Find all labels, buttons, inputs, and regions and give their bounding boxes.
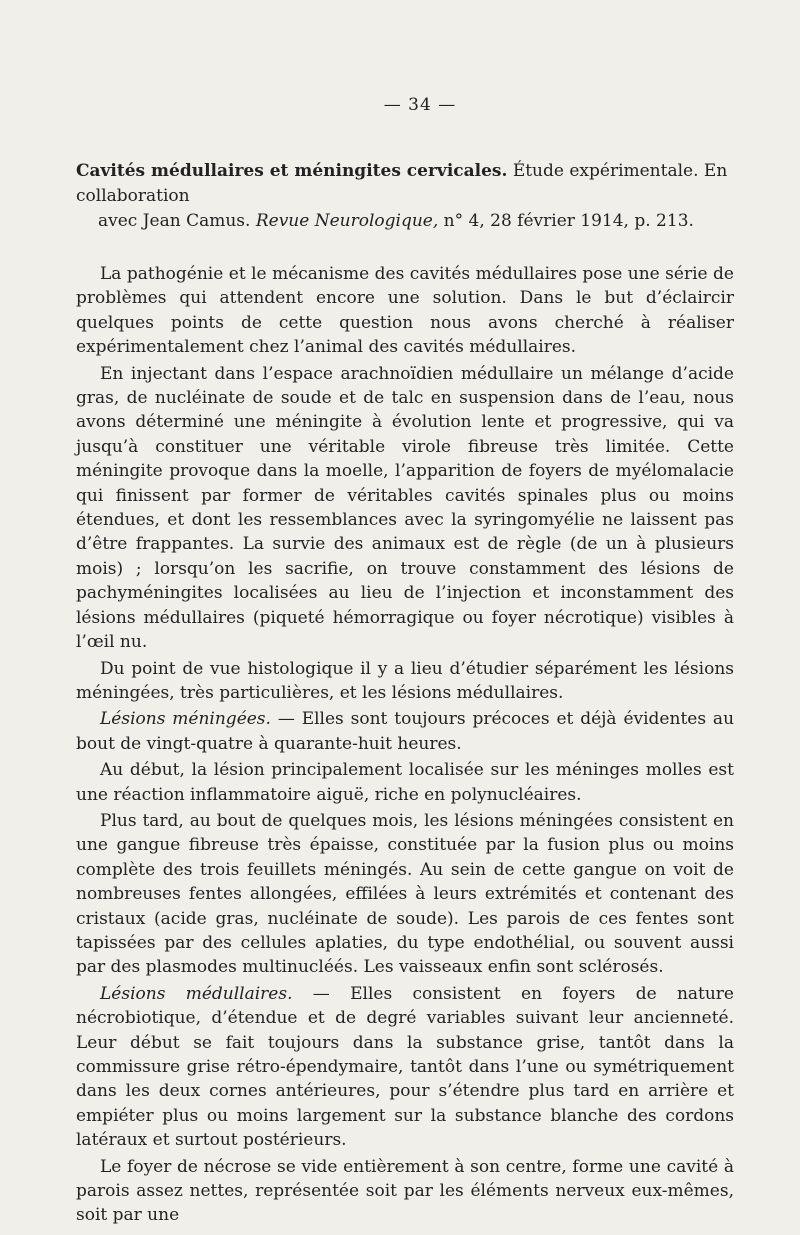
citation-details: n° 4, 28 février 1914, p. 213. (443, 211, 694, 231)
paragraph-3: Du point de vue histologique il y a lieu d’étudier séparément les lésions méningées, très particulières, et les lésions médullaires. (76, 658, 734, 703)
article-description: Étude expérimentale. En collaboration (76, 161, 728, 206)
paragraph-5: Au début, la lésion principalement localisée sur les méninges molles est une réaction inflammatoire aiguë, riche en polynucléaires. (76, 760, 734, 805)
paragraph-4-text: — Elles sont toujours précoces et déjà évidentes au bout de vingt-quatre à quarante-huit heures. (76, 709, 735, 754)
article-header (76, 159, 734, 234)
paragraph-6: Plus tard, au bout de quelques mois, les lésions méningées consistent en une gangue fibreuse très épaisse, constituée par la fusion plus ou moins complète des trois feuillets méningés. Au sein de cette gangue on voit de nombreuses fentes allongées, effilées à leurs extrémités et contenant des cristaux (acide gras, nucléinate de soude). Les parois de ces fentes sont tapissées par des cellules aplaties, du type endothélial, ou souvent aussi par des plasmodes multinucléés. Les vaisseaux enfin sont sclérosés. (76, 810, 734, 978)
section-label-meningees: Lésions méningées. (100, 709, 271, 730)
paragraph-4 (76, 707, 734, 756)
citation-journal: Revue Neurologique, (255, 211, 439, 231)
paragraph-7 (76, 982, 734, 1153)
paragraph-7-text: — Elles consistent en foyers de nature nécrobiotique, d’étendue et de degré variables suivant leur ancienneté. Leur début se fait toujours dans la substance grise, tantôt dans la commissure grise rétro-épendymaire, tantôt dans l’une ou symétriquement dans les deux cornes antérieures, pour s’étendre plus tard en arrière et empiéter plus ou moins largement sur la substance blanche des cordons latéraux et surtout postérieurs. (76, 983, 734, 1151)
article-title: Cavités médullaires et méningites cervicales. (76, 161, 508, 181)
paragraph-1: La pathogénie et le mécanisme des cavités médullaires pose une série de problèmes qui attendent encore une solution. Dans le but d’éclaircir quelques points de cette question nous avons cherché à réaliser expérimentalement chez l’animal des cavités médullaires. (76, 264, 734, 358)
page-number: — 34 — (383, 95, 457, 115)
article-citation (76, 209, 734, 234)
paragraph-8: Le foyer de nécrose se vide entièrement à son centre, forme une cavité à parois assez nettes, représentée soit par les éléments nerveux eux-mêmes, soit par une (76, 1156, 734, 1226)
section-label-medullaires: Lésions médullaires. (100, 983, 293, 1004)
paragraph-2: En injectant dans l’espace arachnoïdien médullaire un mélange d’acide gras, de nucléinate de soude et de talc en suspension dans de l’eau, nous avons déterminé une méningite à évolution lente et progressive, qui va jusqu’à constituer une véritable virole fibreuse très limitée. Cette méningite provoque dans la moelle, l’apparition de foyers de myélomalacie qui finissent par former de véritables cavités spinales plus ou moins étendues, et dont les ressemblances avec la syringomyélie ne laissent pas d’être frappantes. La survie des animaux est de règle (de un à plusieurs mois) ; lorsqu’on les sacrifie, on trouve constamment des lésions de pachyméningites localisées au lieu de l’injection et inconstamment des lésions médullaires (piqueté hémorragique ou foyer nécrotique) visibles à l’œil nu. (76, 363, 734, 653)
citation-authors: avec Jean Camus. (98, 211, 251, 231)
